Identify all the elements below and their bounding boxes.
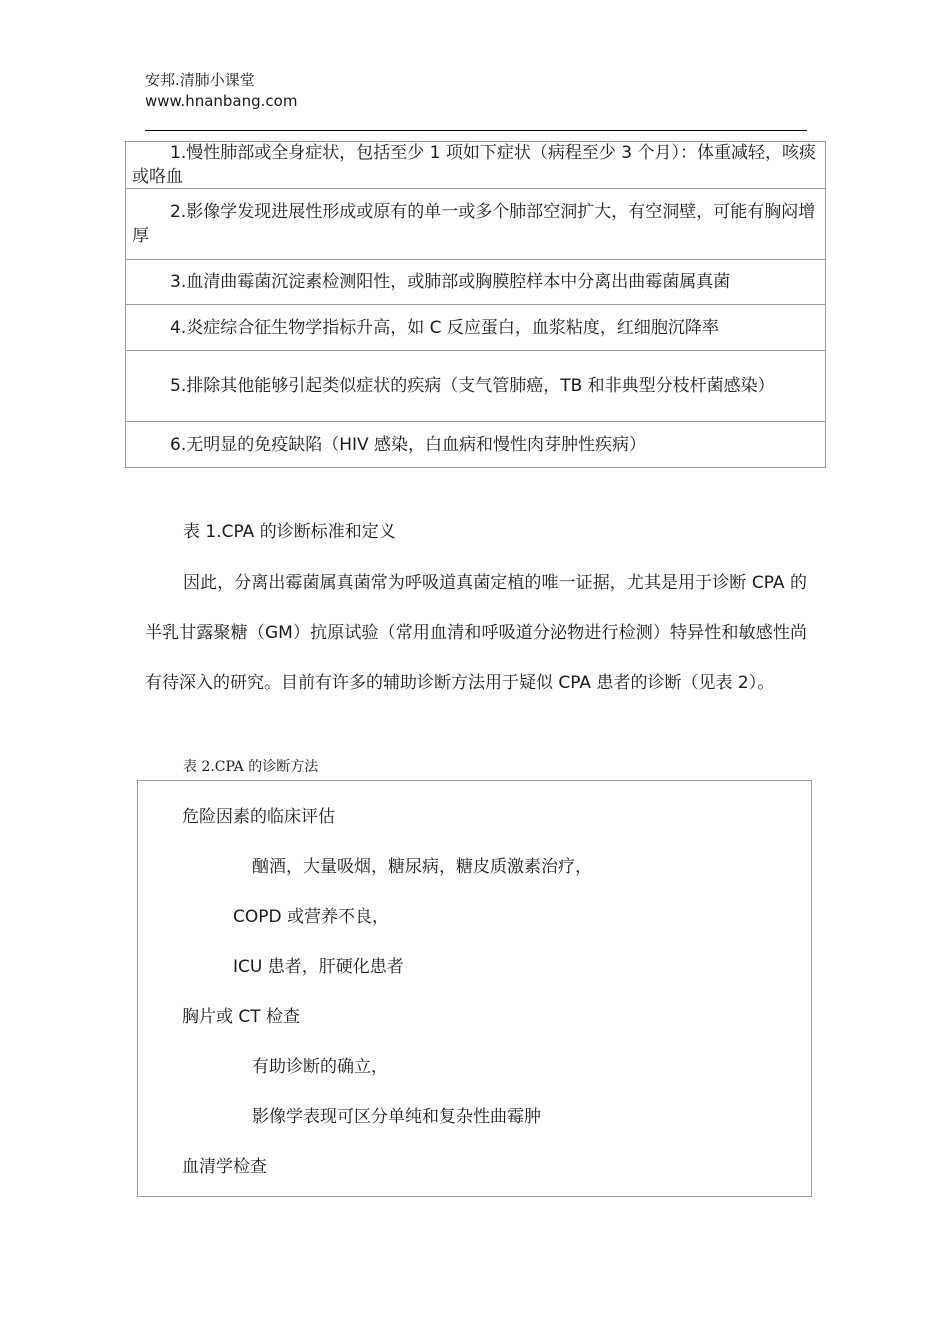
methods-heading: 胸片或 CT 检查	[182, 1007, 301, 1027]
table2-caption: 表 2.CPA 的诊断方法	[183, 759, 319, 775]
methods-item: ICU 患者，肝硬化患者	[233, 957, 404, 977]
table1-caption: 表 1.CPA 的诊断标准和定义	[183, 522, 396, 542]
methods-heading: 血清学检查	[182, 1157, 267, 1177]
header-title: 安邦.清肺小课堂	[145, 71, 255, 89]
table-row	[126, 189, 825, 260]
criteria-text: 3.血清曲霉菌沉淀素检测阳性，或肺部或胸膜腔样本中分离出曲霉菌属真菌	[170, 272, 731, 292]
criteria-text: 5.排除其他能够引起类似症状的疾病（支气管肺癌，TB 和非典型分枝杆菌感染）	[170, 376, 775, 396]
criteria-text: 2.影像学发现进展性形成或原有的单一或多个肺部空洞扩大，有空洞壁，可能有胸闷增厚	[132, 202, 816, 246]
table-row	[126, 142, 825, 189]
paragraph-text: 因此，分离出霉菌属真菌常为呼吸道真菌定植的唯一证据，尤其是用于诊断 CPA 的半乳甘露聚糖（GM）抗原试验（常用血清和呼吸道分泌物进行检测）特异性和敏感性尚有待深入的研究。目前有许多的辅助诊断方法用于疑似 CPA 患者的诊断（见表 2）。	[145, 573, 807, 693]
methods-item: COPD 或营养不良，	[233, 907, 389, 927]
document-header	[145, 70, 297, 112]
table-row	[126, 305, 825, 351]
methods-item: 有助诊断的确立，	[252, 1057, 388, 1077]
methods-item: 影像学表现可区分单纯和复杂性曲霉肿	[252, 1107, 541, 1127]
criteria-text: 1.慢性肺部或全身症状，包括至少 1 项如下症状（病程至少 3 个月）：体重减轻，咳痰或咯血	[132, 143, 816, 187]
criteria-text: 4.炎症综合征生物学指标升高，如 C 反应蛋白，血浆粘度，红细胞沉降率	[170, 317, 719, 338]
methods-item: 酗酒，大量吸烟，糖尿病，糖皮质激素治疗，	[252, 857, 592, 877]
criteria-text: 6.无明显的免疫缺陷（HIV 感染，白血病和慢性肉芽肿性疾病）	[170, 434, 647, 455]
header-website: www.hnanbang.com	[145, 92, 298, 110]
methods-heading: 危险因素的临床评估	[182, 807, 335, 827]
body-paragraph	[145, 558, 807, 708]
methods-box	[137, 780, 812, 1197]
table-row	[126, 260, 825, 305]
table-row	[126, 351, 825, 422]
header-divider	[145, 130, 807, 131]
criteria-table	[125, 141, 826, 468]
table-row	[126, 422, 825, 468]
